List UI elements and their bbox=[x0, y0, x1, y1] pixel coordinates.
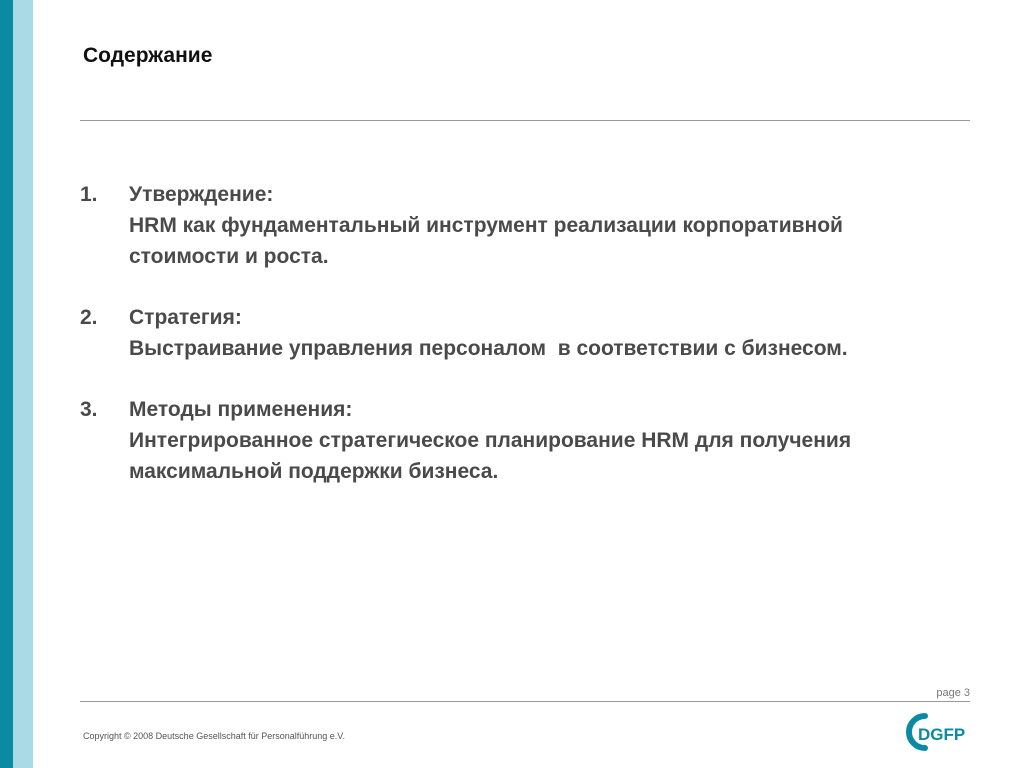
item-heading: Стратегия: bbox=[129, 306, 242, 329]
item-line: Выстраивание управления персоналом в соответствии с бизнесом. bbox=[129, 337, 848, 360]
item-line: максимальной поддержки бизнеса. bbox=[129, 460, 499, 483]
accent-bar-light bbox=[13, 0, 33, 768]
item-text bbox=[129, 302, 1020, 364]
item-text bbox=[129, 179, 1020, 272]
item-heading: Утверждение: bbox=[129, 183, 274, 206]
footer-divider bbox=[80, 701, 970, 702]
item-heading: Методы применения: bbox=[129, 398, 353, 421]
item-text bbox=[129, 394, 1020, 487]
dgfp-logo-icon bbox=[903, 710, 975, 754]
title-divider bbox=[80, 120, 970, 121]
item-number: 1. bbox=[80, 183, 98, 206]
page-number: page 3 bbox=[936, 687, 970, 699]
dgfp-logo bbox=[903, 710, 975, 754]
list-item bbox=[80, 394, 1020, 487]
copyright-text: Copyright © 2008 Deutsche Gesellschaft für Personalführung e.V. bbox=[83, 731, 345, 741]
item-number: 3. bbox=[80, 398, 98, 421]
accent-bar-dark bbox=[0, 0, 13, 768]
contents-list bbox=[80, 179, 1020, 517]
item-line: HRM как фундаментальный инструмент реализации корпоративной bbox=[129, 214, 843, 237]
logo-text: DGFP bbox=[918, 725, 966, 744]
item-line: Интегрированное стратегическое планирование HRM для получения bbox=[129, 429, 852, 452]
item-number: 2. bbox=[80, 306, 98, 329]
item-line: стоимости и роста. bbox=[129, 245, 329, 268]
list-item bbox=[80, 179, 1020, 272]
slide-title: Содержание bbox=[83, 44, 213, 67]
list-item bbox=[80, 302, 1020, 364]
